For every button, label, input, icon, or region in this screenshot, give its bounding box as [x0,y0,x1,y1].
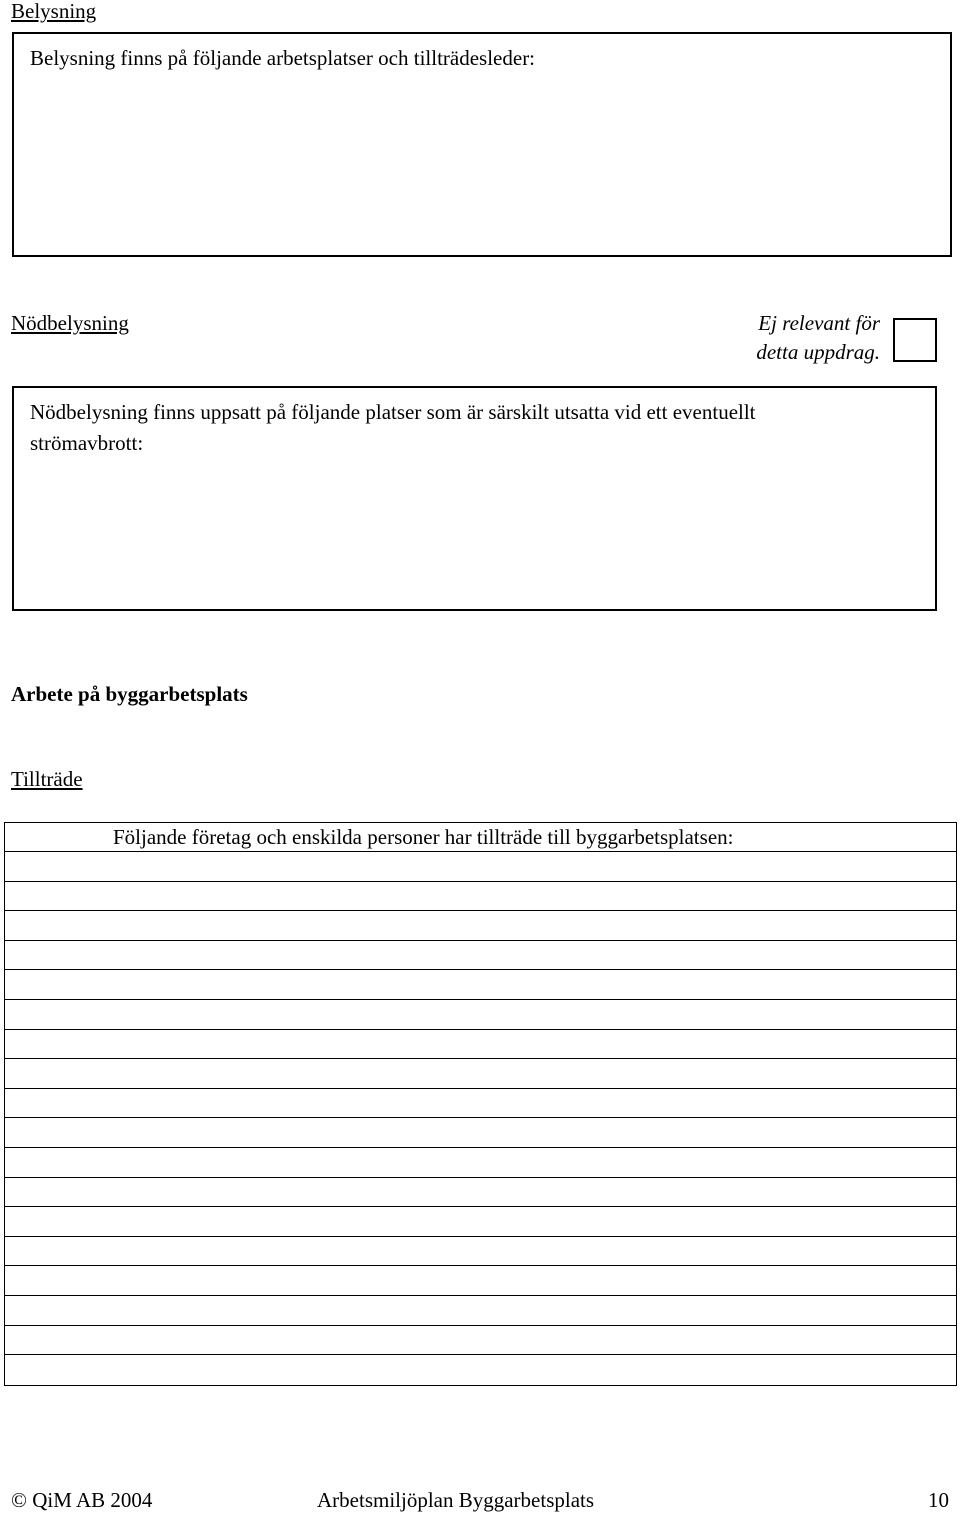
table-row[interactable] [5,911,956,941]
tilltrade-table [4,822,957,1386]
table-row[interactable] [5,1059,956,1089]
footer-page-number: 10 [928,1488,949,1512]
not-relevant-label [700,309,880,367]
table-row[interactable] [5,1355,956,1385]
page-footer [0,1485,960,1515]
nodbelysning-text-box[interactable] [12,386,937,611]
table-row[interactable] [5,1237,956,1267]
table-row[interactable] [5,1000,956,1030]
tilltrade-table-rows [5,852,956,1385]
not-relevant-line1: Ej relevant för [758,311,880,335]
not-relevant-checkbox[interactable] [893,318,937,362]
belysning-text-box[interactable] [12,32,952,257]
table-row[interactable] [5,941,956,971]
section-heading-nodbelysning: Nödbelysning [11,311,129,335]
not-relevant-line2: detta uppdrag. [756,340,880,364]
nodbelysning-box-line1: Nödbelysning finns uppsatt på följande platser som är särskilt utsatta vid ett eventuellt [30,400,756,424]
table-row[interactable] [5,852,956,882]
table-row[interactable] [5,970,956,1000]
section-heading-arbete: Arbete på byggarbetsplats [11,682,248,706]
table-row[interactable] [5,882,956,912]
table-row[interactable] [5,1207,956,1237]
tilltrade-table-header [5,823,956,852]
footer-copyright: © QiM AB 2004 [11,1488,153,1512]
table-row[interactable] [5,1266,956,1296]
table-row[interactable] [5,1326,956,1356]
table-row[interactable] [5,1118,956,1148]
section-heading-tilltrade: Tillträde [11,767,83,791]
table-row[interactable] [5,1178,956,1208]
section-heading-belysning: Belysning [11,0,97,23]
tilltrade-table-header-label: Följande företag och enskilda personer har tillträde till byggarbetsplatsen: [113,825,734,849]
table-row[interactable] [5,1089,956,1119]
table-row[interactable] [5,1148,956,1178]
footer-doc-title: Arbetsmiljöplan Byggarbetsplats [317,1488,595,1512]
table-row[interactable] [5,1296,956,1326]
nodbelysning-box-line2: strömavbrott: [30,431,144,455]
nodbelysning-box-label [30,397,756,459]
belysning-box-label: Belysning finns på följande arbetsplatser och tillträdesleder: [30,46,536,70]
table-row[interactable] [5,1030,956,1060]
